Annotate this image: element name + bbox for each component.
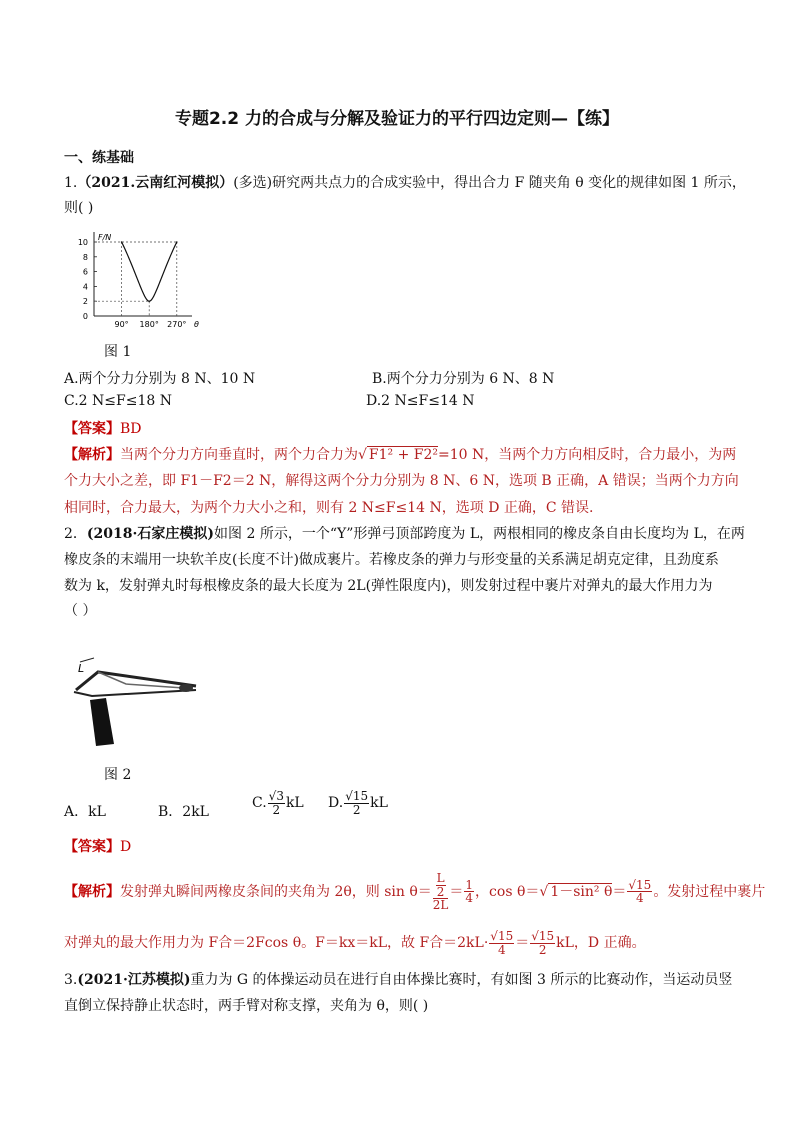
q2-option-c-frac bbox=[268, 790, 285, 816]
figure2-caption: 图 2 bbox=[104, 767, 132, 783]
q1-option-c: C.2 N≤F≤18 N bbox=[64, 393, 172, 409]
q2-analysis-label: 【解析】 bbox=[64, 883, 120, 900]
figure2-label-L: L bbox=[78, 662, 85, 675]
data-point bbox=[121, 241, 123, 243]
q2-frac-b bbox=[489, 930, 514, 956]
q1-analysis-label: 【解析】 bbox=[64, 447, 120, 463]
pouch bbox=[179, 684, 193, 692]
series-line bbox=[122, 242, 177, 301]
y-tick-label: 8 bbox=[82, 252, 88, 262]
section-heading: 一、练基础 bbox=[64, 150, 134, 166]
y-axis-label: F/N bbox=[98, 233, 112, 242]
q2-frac-c bbox=[530, 930, 555, 956]
q2-frac-15-4 bbox=[627, 879, 652, 905]
q2-option-d bbox=[328, 790, 388, 816]
q2-option-c bbox=[252, 790, 304, 816]
q1-analysis-line1 bbox=[64, 444, 736, 464]
figure1-caption: 图 1 bbox=[104, 344, 132, 360]
q2-analysis-text1: 发射弹丸瞬间两橡皮条间的夹角为 2θ，则 sin θ＝ bbox=[120, 883, 432, 900]
x-tick-label: 180° bbox=[139, 320, 159, 329]
q2-analysis-frac-l2 bbox=[436, 872, 446, 898]
q3-source: (2021·江苏模拟) bbox=[77, 972, 191, 988]
q3-number: 3. bbox=[64, 972, 78, 988]
q2-analysis-text2: 对弹丸的最大作用力为 F合＝2Fcos θ。F＝kx＝kL，故 F合＝2kL· bbox=[64, 935, 489, 952]
q1-stem-line2: 则( ) bbox=[64, 200, 94, 216]
q2-frac-15-4-den: 4 bbox=[636, 891, 644, 906]
q2-eq3: ＝ bbox=[515, 935, 530, 952]
q1-analysis-line2: 个力大小之差，即 F1－F2＝2 N，解得这两个分力分别为 8 N、6 N，选项 B 正确，A 错误；当两个力方向 bbox=[64, 473, 739, 489]
q2-option-d-den: 2 bbox=[352, 802, 361, 817]
q2-eq1: ＝ bbox=[449, 883, 464, 900]
q2-option-b: B．2kL bbox=[158, 804, 209, 820]
q2-option-d-frac bbox=[344, 790, 369, 816]
data-point bbox=[176, 241, 178, 243]
q1-source: （2021.云南红河模拟） bbox=[77, 175, 234, 191]
q1-analysis-sqrt: √ F1² + F2² bbox=[358, 447, 439, 463]
q1-number: 1. bbox=[64, 175, 78, 191]
q2-analysis-frac-sin-num bbox=[433, 872, 449, 899]
q2-analysis-frac-sin bbox=[433, 872, 449, 912]
q3-text: 重力为 G 的体操运动员在进行自由体操比赛时，有如图 3 所示的比赛动作，当运动员竖 bbox=[190, 972, 733, 988]
q2-frac-1-4-num: 1 bbox=[465, 877, 474, 892]
q2-option-d-prefix: D. bbox=[328, 795, 344, 812]
data-point bbox=[148, 300, 150, 302]
q2-analysis-text1c: 。发射过程中裹片 bbox=[653, 883, 766, 900]
q2-frac-1-4 bbox=[464, 879, 474, 905]
q2-option-c-prefix: C. bbox=[252, 795, 267, 812]
q2-frac-c-num: √15 bbox=[531, 929, 555, 943]
q1-answer-label: 【答案】 bbox=[64, 421, 120, 437]
slingshot-frame-bottom bbox=[74, 690, 196, 696]
q2-answer-value: D bbox=[120, 839, 132, 855]
q2-analysis-line1 bbox=[64, 872, 765, 912]
slingshot-handle bbox=[90, 698, 114, 746]
chart-layer bbox=[78, 232, 199, 329]
page-title: 专题2.2 力的合成与分解及验证力的平行四边定则—【练】 bbox=[174, 109, 620, 129]
q1-analysis-line3: 相同时，合力最大，为两个力大小之和，则有 2 N≤F≤14 N，选项 D 正确，C 错误. bbox=[64, 500, 594, 516]
q2-frac-c-den: 2 bbox=[538, 942, 547, 957]
q1-answer bbox=[64, 418, 142, 438]
q2-sqrt: √ 1－sin² θ bbox=[539, 883, 613, 900]
q2-stem-line4: （ ） bbox=[64, 603, 97, 619]
q2-option-d-suffix: kL bbox=[370, 795, 388, 812]
q2-sqrt-expr: 1－sin² θ bbox=[550, 883, 613, 900]
y-tick-label: 10 bbox=[77, 238, 88, 247]
y-tick-label: 6 bbox=[82, 267, 88, 277]
q1-text: (多选)研究两共点力的合成实验中，得出合力 F 随夹角 θ 变化的规律如图 1 所示， bbox=[233, 175, 746, 191]
q2-stem-line3: 数为 k，发射弹丸时每根橡皮条的最大长度为 2L(弹性限度内)，则发射过程中裹片对弹丸的最大作用力为 bbox=[64, 578, 713, 594]
q1-analysis-text1b: =10 N，当两个力方向相反时，合力最小，为两 bbox=[438, 447, 737, 463]
q2-source: (2018·石家庄模拟) bbox=[86, 526, 215, 542]
q1-analysis-text1: 当两个分力方向垂直时，两个力合力为 bbox=[120, 447, 358, 463]
q2-text: 如图 2 所示，一个“Y”形弹弓顶部跨度为 L，两根相同的橡皮条自由长度均为 L，在两 bbox=[214, 526, 745, 542]
q2-option-d-num: √15 bbox=[345, 789, 369, 803]
x-axis-label: θ bbox=[194, 320, 199, 329]
q2-frac-l2-num: L bbox=[436, 871, 445, 885]
q1-answer-value: BD bbox=[120, 421, 142, 437]
figure1-chart bbox=[68, 222, 198, 334]
x-tick-label: 90° bbox=[114, 320, 129, 329]
q1-option-a: A.两个分力分别为 8 N、10 N bbox=[64, 371, 256, 387]
q2-analysis-text2b: kL，D 正确。 bbox=[556, 935, 646, 952]
q2-option-c-num: √3 bbox=[268, 789, 284, 803]
q2-answer bbox=[64, 836, 131, 856]
q2-analysis-text1b: ，cos θ＝ bbox=[475, 883, 540, 900]
q2-option-a: A．kL bbox=[64, 804, 106, 820]
q2-frac-b-den: 4 bbox=[497, 942, 506, 957]
q2-stem-line2: 橡皮条的末端用一块软羊皮(长度不计)做成裹片。若橡皮条的弹力与形变量的关系满足胡克定律，且劲度系 bbox=[64, 552, 719, 568]
q1-option-d: D.2 N≤F≤14 N bbox=[366, 393, 475, 409]
q2-eq2: ＝ bbox=[612, 883, 627, 900]
q3-stem-line1 bbox=[64, 969, 732, 989]
q2-frac-1-4-den: 4 bbox=[465, 891, 474, 906]
y-tick-label: 4 bbox=[82, 282, 88, 292]
q2-frac-l2-den: 2 bbox=[436, 884, 445, 899]
q2-frac-2l: 2L bbox=[432, 898, 449, 913]
q2-option-c-den: 2 bbox=[272, 802, 281, 817]
q2-number: 2． bbox=[64, 526, 87, 542]
q1-analysis-sqrt-expr: F1² + F2² bbox=[368, 447, 439, 463]
q2-option-c-suffix: kL bbox=[285, 795, 304, 812]
x-tick-label: 270° bbox=[167, 320, 187, 329]
q2-analysis-line2 bbox=[64, 930, 646, 956]
q1-option-b: B.两个分力分别为 6 N、8 N bbox=[372, 371, 555, 387]
q3-stem-line2: 直倒立保持静止状态时，两手臂对称支撑，夹角为 θ，则( ) bbox=[64, 998, 429, 1014]
q1-stem-line1 bbox=[64, 172, 746, 192]
y-tick-label: 2 bbox=[82, 297, 88, 307]
y-tick-label: 0 bbox=[82, 312, 88, 321]
figure2-slingshot bbox=[66, 656, 206, 752]
q2-frac-15-4-num: √15 bbox=[628, 877, 652, 892]
q2-frac-b-num: √15 bbox=[490, 929, 514, 943]
q2-stem-line1 bbox=[64, 523, 745, 543]
q2-answer-label: 【答案】 bbox=[64, 839, 120, 855]
